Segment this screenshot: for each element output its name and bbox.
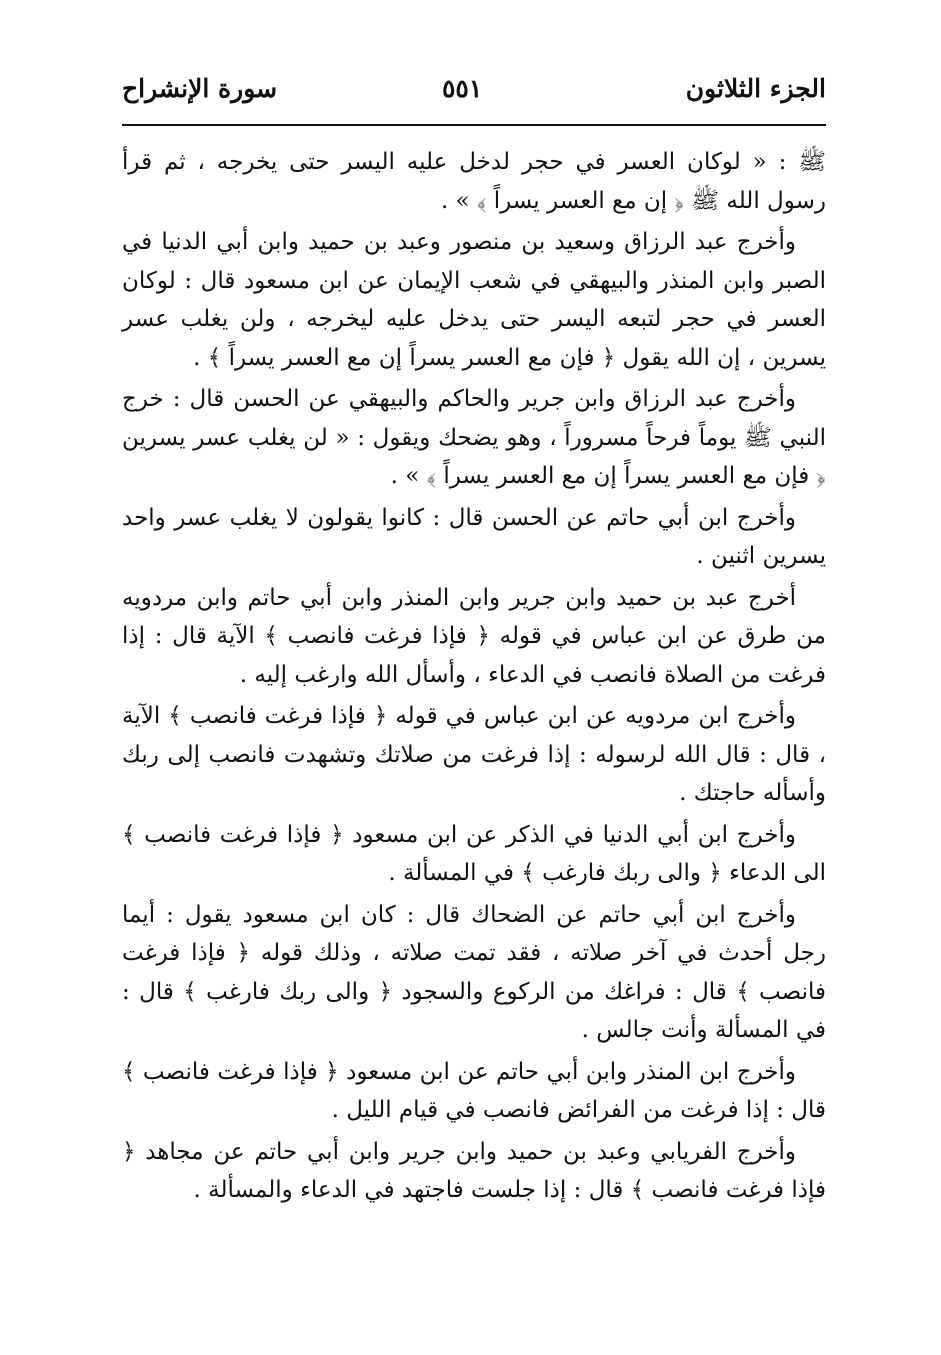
paragraph: وأخرج ابن مردويه عن ابن عباس في قوله ﴿ فإذا فرغت فانصب ﴾ الآية ، قال : قال الله لرسوله : إذا فرغت من صلاتك وتشهدت فانصب إلى ربك وأسأله حاجتك . [122, 703, 826, 806]
paragraph: وأخرج ابن المنذر وابن أبي حاتم عن ابن مسعود ﴿ فإذا فرغت فانصب ﴾ قال : إذا فرغت من الفرائض فانصب في قيام الليل . [122, 1058, 826, 1123]
part-title: الجزء الثلاثون [685, 74, 826, 103]
paragraph: وأخرج ابن أبي حاتم عن الحسن قال : كانوا يقولون لا يغلب عسر واحد يسرين اثنين . [122, 504, 826, 569]
page-header [122, 58, 826, 120]
page-number: ٥٥١ [442, 74, 483, 103]
page-body [122, 143, 826, 1213]
header-rule [122, 124, 826, 126]
paragraph: وأخرج ابن أبي حاتم عن الضحاك قال : كان ابن مسعود يقول : أيما رجل أحدث في آخر صلاته ، فقد تمت صلاته ، وذلك قوله ﴿ فإذا فرغت فانصب ﴾ قال : فراغك من الركوع والسجود ﴿ والى ربك فارغب ﴾ قال : في المسألة وأنت جالس . [122, 901, 826, 1043]
paragraph: ﷺ : « لوكان العسر في حجر لدخل عليه اليسر حتى يخرجه ، ثم قرأ رسول الله ﷺ ﴿ إن مع العسر يسراً ﴾ » . [122, 149, 826, 214]
paragraph: أخرج عبد بن حميد وابن جرير وابن المنذر وابن أبي حاتم وابن مردويه من طرق عن ابن عباس في قوله ﴿ فإذا فرغت فانصب ﴾ الآية قال : إذا فرغت من الصلاة فانصب في الدعاء ، وأسأل الله وارغب إليه . [122, 584, 826, 688]
paragraph: وأخرج ابن أبي الدنيا في الذكر عن ابن مسعود ﴿ فإذا فرغت فانصب ﴾ الى الدعاء ﴿ والى ربك فارغب ﴾ في المسألة . [122, 821, 826, 886]
surah-title: سورة الإنشراح [122, 74, 278, 103]
paragraph: وأخرج عبد الرزاق وابن جرير والحاكم والبيهقي عن الحسن قال : خرج النبي ﷺ يوماً فرحاً مسروراً ، وهو يضحك ويقول : « لن يغلب عسر يسرين ﴿ فإن مع العسر يسراً إن مع العسر يسراً ﴾ » . [122, 386, 826, 489]
paragraph: وأخرج عبد الرزاق وسعيد بن منصور وعبد بن حميد وابن أبي الدنيا في الصبر وابن المنذر والبيهقي في شعب الإيمان عن ابن مسعود قال : لوكان العسر في حجر لتبعه اليسر حتى يدخل عليه ليخرجه ، ولن يغلب عسر يسرين ، إن الله يقول ﴿ فإن مع العسر يسراً إن مع العسر يسراً ﴾ . [122, 229, 826, 371]
paragraph: وأخرج الفريابي وعبد بن حميد وابن جرير وابن أبي حاتم عن مجاهد ﴿ فإذا فرغت فانصب ﴾ قال : إذا جلست فاجتهد في الدعاء والمسألة . [122, 1138, 826, 1203]
